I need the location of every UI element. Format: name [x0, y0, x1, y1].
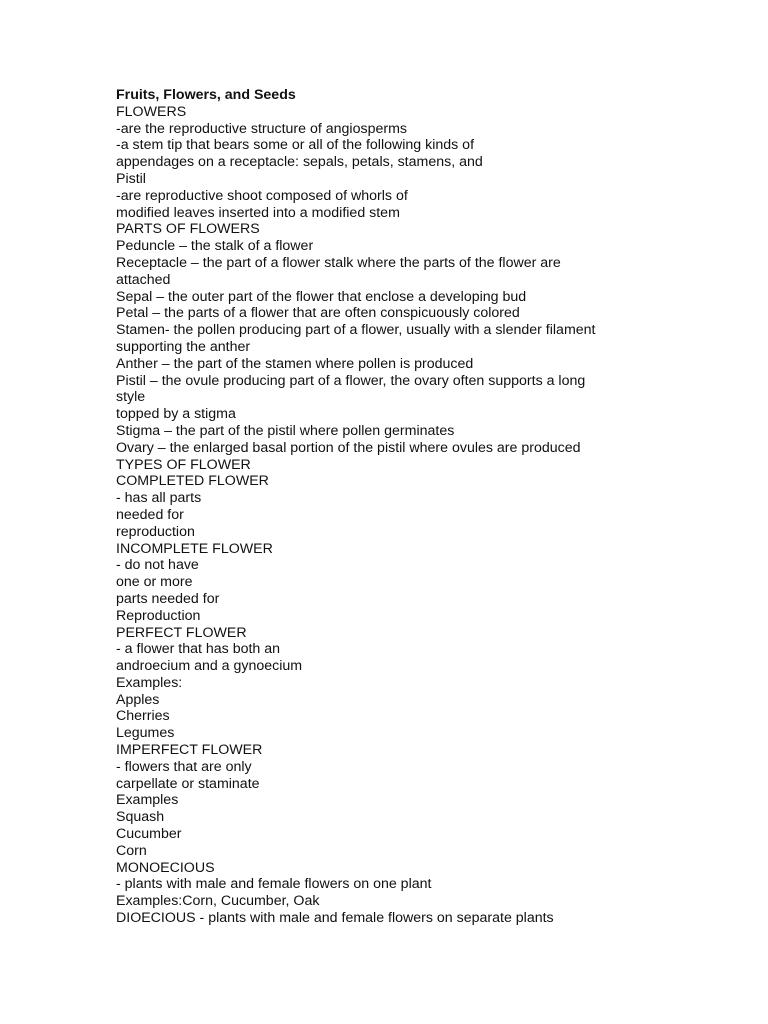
text-line: Pistil – the ovule producing part of a flower, the ovary often supports a long	[116, 372, 586, 389]
text-line: attached	[116, 271, 171, 288]
text-line: Receptacle – the part of a flower stalk where the parts of the flower are	[116, 254, 561, 271]
text-line: - plants with male and female flowers on one plant	[116, 876, 432, 893]
document-lines	[116, 104, 716, 927]
text-line: IMPERFECT FLOWER	[116, 742, 263, 759]
text-line: PERFECT FLOWER	[116, 624, 247, 641]
text-line: -a stem tip that bears some or all of the following kinds of	[116, 137, 475, 154]
text-line: androecium and a gynoecium	[116, 658, 303, 675]
text-line: - do not have	[116, 557, 199, 574]
text-line: reproduction	[116, 523, 195, 540]
text-line: Sepal – the outer part of the flower that enclose a developing bud	[116, 288, 527, 305]
text-line: parts needed for	[116, 590, 220, 607]
text-line: Peduncle – the stalk of a flower	[116, 238, 314, 255]
text-line: Corn	[116, 842, 147, 859]
text-line: -are the reproductive structure of angiosperms	[116, 120, 407, 137]
document-body	[116, 87, 716, 927]
text-line: PARTS OF FLOWERS	[116, 221, 260, 238]
text-line: - a flower that has both an	[116, 641, 281, 658]
text-line: Stamen- the pollen producing part of a flower, usually with a slender filament	[116, 322, 596, 339]
text-line: Cucumber	[116, 826, 182, 843]
document-title: Fruits, Flowers, and Seeds	[116, 87, 296, 103]
text-line: DIOECIOUS - plants with male and female flowers on separate plants	[116, 910, 554, 927]
text-line: one or more	[116, 574, 193, 591]
text-line: Reproduction	[116, 607, 201, 624]
text-line: - has all parts	[116, 490, 202, 507]
text-line: Examples:	[116, 674, 183, 691]
text-line: Petal – the parts of a flower that are often conspicuously colored	[116, 305, 520, 322]
text-line: modified leaves inserted into a modified stem	[116, 204, 400, 221]
text-line: Cherries	[116, 708, 170, 725]
text-line: Apples	[116, 691, 160, 708]
text-line: style	[116, 389, 146, 406]
text-line: appendages on a receptacle: sepals, petals, stamens, and	[116, 154, 483, 171]
text-line: INCOMPLETE FLOWER	[116, 540, 273, 557]
text-line: needed for	[116, 506, 184, 523]
text-line: FLOWERS	[116, 103, 187, 120]
text-line: supporting the anther	[116, 338, 251, 355]
text-line: Stigma – the part of the pistil where pollen germinates	[116, 422, 455, 439]
text-line: Squash	[116, 809, 165, 826]
text-line: - flowers that are only	[116, 758, 252, 775]
text-line: carpellate or staminate	[116, 775, 260, 792]
text-line: COMPLETED FLOWER	[116, 473, 269, 490]
text-line: Examples:Corn, Cucumber, Oak	[116, 893, 320, 910]
text-line: Ovary – the enlarged basal portion of the pistil where ovules are produced	[116, 439, 581, 456]
text-line: Examples	[116, 792, 179, 809]
text-line: Anther – the part of the stamen where pollen is produced	[116, 355, 474, 372]
text-line: MONOECIOUS	[116, 859, 215, 876]
text-line: Pistil	[116, 170, 146, 187]
text-line: -are reproductive shoot composed of whorls of	[116, 187, 408, 204]
text-line: TYPES OF FLOWER	[116, 456, 251, 473]
text-line: Legumes	[116, 725, 175, 742]
text-line: topped by a stigma	[116, 406, 236, 423]
